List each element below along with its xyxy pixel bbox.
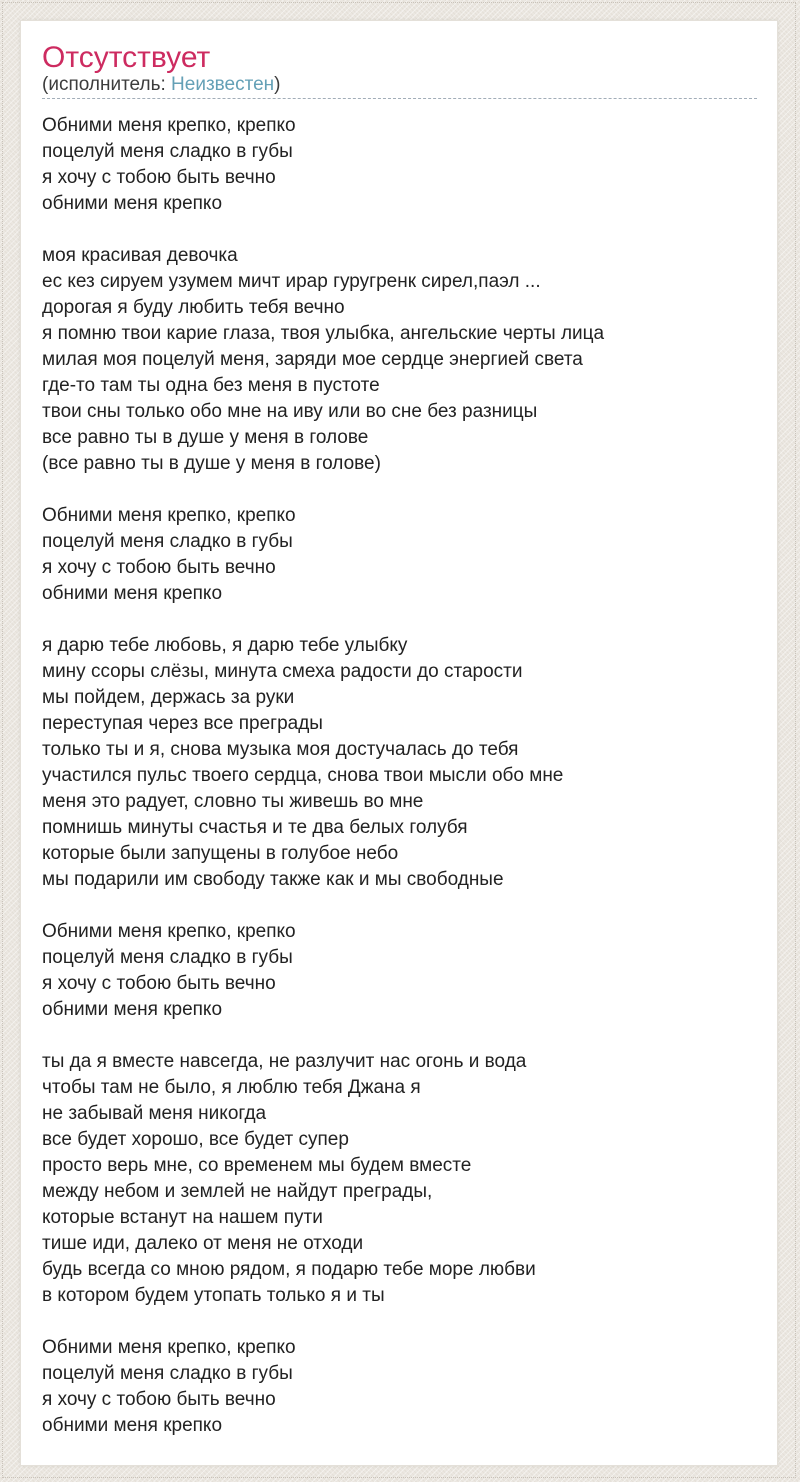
lyric-line: милая моя поцелуй меня, заряди мое сердце энергией света [42,349,583,370]
lyric-line: Обними меня крепко, крепко [42,115,296,136]
lyric-line: поцелуй меня сладко в губы [42,947,293,968]
lyric-line: мы пойдем, держась за руки [42,687,295,708]
stanza [42,919,757,1023]
lyric-line: ты да я вместе навсегда, не разлучит нас огонь и вода [42,1051,527,1072]
lyric-line: чтобы там не было, я люблю тебя Джана я [42,1077,421,1098]
lyric-line: я хочу с тобою быть вечно [42,973,276,994]
lyric-line: дорогая я буду любить тебя вечно [42,297,345,318]
lyric-line: обними меня крепко [42,583,223,604]
lyric-line: только ты и я, снова музыка моя достучалась до тебя [42,739,519,760]
lyric-line: все будет хорошо, все будет супер [42,1129,349,1150]
stanza [42,633,757,893]
lyric-line: Обними меня крепко, крепко [42,505,296,526]
stanza [42,243,757,477]
lyric-line: я хочу с тобою быть вечно [42,557,276,578]
lyric-line: участился пульс твоего сердца, снова твои мысли обо мне [42,765,564,786]
lyric-line: обними меня крепко [42,193,223,214]
lyric-line: мину ссоры слёзы, минута смеха радости до старости [42,661,523,682]
lyric-line: все равно ты в душе у меня в голове [42,427,369,448]
lyric-line: переступая через все преграды [42,713,323,734]
lyric-line: поцелуй меня сладко в губы [42,1363,293,1384]
lyric-line: я помню твои карие глаза, твоя улыбка, ангельские черты лица [42,323,605,344]
lyrics-card [20,20,778,1466]
artist-label-open: (исполнитель: [42,74,172,95]
artist-label-close: ) [274,74,281,95]
artist-link[interactable]: Неизвестен [171,74,275,95]
lyric-line: (все равно ты в душе у меня в голове) [42,453,381,474]
lyric-line: обними меня крепко [42,999,223,1020]
lyric-line: мы подарили им свободу также как и мы свободные [42,869,504,890]
lyric-line: которые встанут на нашем пути [42,1207,323,1228]
lyric-line: я хочу с тобою быть вечно [42,1389,276,1410]
lyric-line: тише иди, далеко от меня не отходи [42,1233,364,1254]
lyric-line: которые были запущены в голубое небо [42,843,399,864]
lyric-line: Обними меня крепко, крепко [42,1337,296,1358]
lyric-line: в котором будем утопать только я и ты [42,1285,385,1306]
lyric-line: будь всегда со мною рядом, я подарю тебе море любви [42,1259,536,1280]
stanza [42,1335,757,1439]
lyrics [42,113,757,1439]
lyric-line: Обними меня крепко, крепко [42,921,296,942]
artist-line [42,75,757,99]
lyric-line: меня это радует, словно ты живешь во мне [42,791,424,812]
lyric-line: поцелуй меня сладко в губы [42,141,293,162]
lyric-line: ес кез сируем узумем мичт ирар гуругренк сирел,паэл ... [42,271,541,292]
stanza [42,1049,757,1309]
lyric-line: твои сны только обо мне на иву или во сне без разницы [42,401,538,422]
lyric-line: моя красивая девочка [42,245,238,266]
lyric-line: я дарю тебе любовь, я дарю тебе улыбку [42,635,408,656]
lyric-line: помнишь минуты счастья и те два белых голубя [42,817,468,838]
lyric-line: между небом и землей не найдут преграды, [42,1181,433,1202]
lyric-line: не забывай меня никогда [42,1103,267,1124]
lyric-line: где-то там ты одна без меня в пустоте [42,375,380,396]
song-title: Отсутствует [42,41,211,74]
lyric-line: просто верь мне, со временем мы будем вместе [42,1155,472,1176]
lyric-line: я хочу с тобою быть вечно [42,167,276,188]
stanza [42,503,757,607]
stanza [42,113,757,217]
lyric-line: обними меня крепко [42,1415,223,1436]
lyric-line: поцелуй меня сладко в губы [42,531,293,552]
